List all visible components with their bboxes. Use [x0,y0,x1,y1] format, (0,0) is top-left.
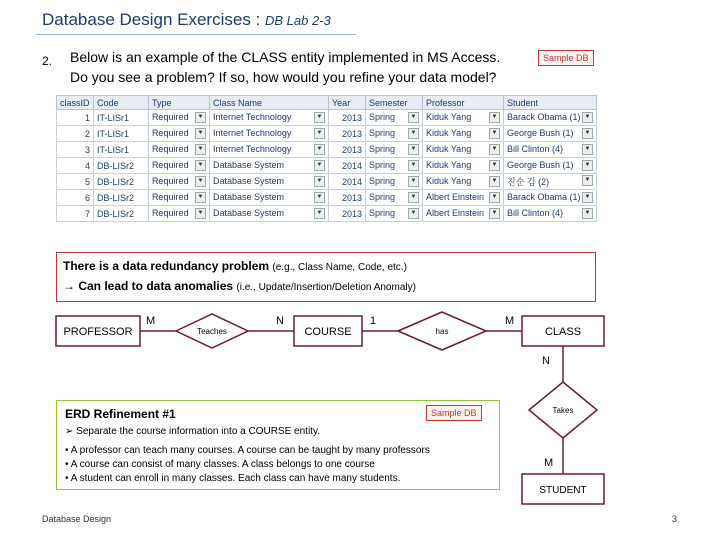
col-semester[interactable]: Semester [366,96,423,110]
col-professor[interactable]: Professor [423,96,504,110]
dropdown-arrow-icon[interactable]: ▼ [582,192,593,203]
dropdown-arrow-icon[interactable]: ▼ [489,112,500,123]
cell-value: 2013 [341,144,362,155]
list-item: • A course can consist of many classes. A class belongs to one course [65,459,375,470]
cell-value: 2 [84,128,90,139]
sample-db-badge-bottom[interactable]: Sample DB [426,405,482,421]
cell-value: 2013 [341,128,362,139]
entity-course-label: COURSE [304,326,352,338]
cell-value: George Bush (1) [507,160,574,170]
cell-value: Database System [213,160,285,170]
dropdown-arrow-icon[interactable]: ▼ [314,128,325,139]
cell-value: IT-LISr1 [97,112,130,123]
dropdown-arrow-icon[interactable]: ▼ [314,160,325,171]
redundancy-example: (e.g., Class Name, Code, etc.) [272,262,407,273]
cardinality-course-has: 1 [370,315,377,327]
anomaly-statement: → Can lead to data anomalies [63,279,234,293]
dropdown-arrow-icon[interactable]: ▼ [195,144,206,155]
list-item: • A student can enroll in many classes. Each class can have many students. [65,473,401,484]
dropdown-arrow-icon[interactable]: ▼ [489,160,500,171]
dropdown-arrow-icon[interactable]: ▼ [408,192,419,203]
cardinality-teaches-course: N [276,315,284,327]
cell-value: Spring [369,128,396,138]
cell-value: Spring [369,176,396,186]
col-student[interactable]: Student [504,96,597,110]
cell-value: DB-LISr2 [97,176,135,187]
dropdown-arrow-icon[interactable]: ▼ [408,208,419,219]
dropdown-arrow-icon[interactable]: ▼ [582,144,593,155]
col-class-name[interactable]: Class Name [210,96,329,110]
cell-value: DB-LISr2 [97,208,135,219]
title-subtitle: DB Lab 2-3 [265,13,331,28]
dropdown-arrow-icon[interactable]: ▼ [408,160,419,171]
col-year[interactable]: Year [329,96,366,110]
dropdown-arrow-icon[interactable]: ▼ [195,208,206,219]
question-line-2: Do you see a problem? If so, how would you refine your data model? [70,69,497,85]
relationship-teaches-label: Teaches [197,327,227,336]
dropdown-arrow-icon[interactable]: ▼ [195,192,206,203]
dropdown-arrow-icon[interactable]: ▼ [489,128,500,139]
dropdown-arrow-icon[interactable]: ▼ [489,192,500,203]
dropdown-arrow-icon[interactable]: ▼ [582,160,593,171]
list-item: • A professor can teach many courses. A course can be taught by many professors [65,445,430,456]
cell-value: Bill Clinton (4) [507,208,564,218]
cell-value: Required [152,144,189,154]
cardinality-class-takes: N [542,355,550,367]
dropdown-arrow-icon[interactable]: ▼ [408,176,419,187]
entity-student-label: STUDENT [539,485,587,496]
entity-professor-label: PROFESSOR [63,326,133,338]
cell-value: 7 [84,208,90,219]
cell-value: Barack Obama (1) [507,112,581,122]
cell-value: Database System [213,192,285,202]
cell-value: Required [152,208,189,218]
refinement-bullet-2: A course can consist of many classes. A class belongs to one course [70,459,375,470]
cell-value: Kiduk Yang [426,176,472,186]
cardinality-professor-teaches: M [146,315,156,327]
cell-value: Spring [369,160,396,170]
cell-value: 2013 [341,208,362,219]
cell-value: Spring [369,144,396,154]
cell-value: Albert Einstein [426,192,485,202]
dropdown-arrow-icon[interactable]: ▼ [489,208,500,219]
anomaly-types: (i.e., Update/Insertion/Deletion Anomaly) [236,282,416,293]
cell-value: George Bush (1) [507,128,574,138]
refinement-point-text: Separate the course information into a COURSE entity. [76,426,320,437]
title-text: Database Design Exercises : [42,10,261,29]
dropdown-arrow-icon[interactable]: ▼ [408,144,419,155]
col-type[interactable]: Type [149,96,210,110]
cell-value: 5 [84,176,90,187]
cell-value: 1 [84,112,90,123]
cell-value: Albert Einstein [426,208,485,218]
cell-value: 6 [84,192,90,203]
refinement-bullets [65,444,491,486]
relationship-takes-label: Takes [552,406,574,415]
cell-value: Internet Technology [213,144,292,154]
col-code[interactable]: Code [94,96,149,110]
redundancy-statement: There is a data redundancy problem [63,259,270,273]
dropdown-arrow-icon[interactable]: ▼ [195,128,206,139]
cell-value: 2014 [341,176,362,187]
dropdown-arrow-icon[interactable]: ▼ [314,144,325,155]
cell-value: Barack Obama (1) [507,192,581,202]
dropdown-arrow-icon[interactable]: ▼ [582,128,593,139]
refinement-bullet-3: A student can enroll in many classes. Each class can have many students. [70,473,401,484]
refinement-bullet-1: A professor can teach many courses. A course can be taught by many professors [70,445,430,456]
cell-value: 3 [84,144,90,155]
cell-value: Required [152,160,189,170]
cell-value: Kiduk Yang [426,160,472,170]
cell-value: 2013 [341,112,362,123]
cardinality-has-class: M [505,315,515,327]
dropdown-arrow-icon[interactable]: ▼ [195,176,206,187]
cell-value: Kiduk Yang [426,144,472,154]
cell-value: 진순 김 (2) [507,177,550,187]
relationship-has-label: has [435,327,449,336]
cell-value: Spring [369,192,396,202]
cell-value: Spring [369,208,396,218]
dropdown-arrow-icon[interactable]: ▼ [314,208,325,219]
cell-value: 2014 [341,160,362,171]
sample-db-badge-top[interactable]: Sample DB [538,50,594,66]
cell-value: Spring [369,112,396,122]
dropdown-arrow-icon[interactable]: ▼ [195,160,206,171]
cardinality-takes-student: M [544,457,554,469]
dropdown-arrow-icon[interactable]: ▼ [582,208,593,219]
cell-value: Required [152,112,189,122]
dropdown-arrow-icon[interactable]: ▼ [314,112,325,123]
question-line-1: Below is an example of the CLASS entity implemented in MS Access. [70,49,501,65]
cell-value: Internet Technology [213,112,292,122]
question-number: 2. [42,54,53,68]
arrow-bullet-icon: ➢ [65,426,74,437]
cell-value: Required [152,128,189,138]
dropdown-arrow-icon[interactable]: ▼ [408,128,419,139]
entity-class-label: CLASS [544,326,582,338]
dropdown-arrow-icon[interactable]: ▼ [408,112,419,123]
dropdown-arrow-icon[interactable]: ▼ [314,176,325,187]
dropdown-arrow-icon[interactable]: ▼ [195,112,206,123]
cell-value: IT-LISr1 [97,128,130,139]
dropdown-arrow-icon[interactable]: ▼ [582,112,593,123]
cell-value: Kiduk Yang [426,112,472,122]
cell-value: 4 [84,160,90,171]
cell-value: Database System [213,176,285,186]
cell-value: Bill Clinton (4) [507,144,564,154]
cell-value: DB-LISr2 [97,160,135,171]
cell-value: DB-LISr2 [97,192,135,203]
cell-value: Required [152,176,189,186]
cell-value: Required [152,192,189,202]
footer-text: Database Design [42,514,112,524]
dropdown-arrow-icon[interactable]: ▼ [314,192,325,203]
dropdown-arrow-icon[interactable]: ▼ [582,175,593,186]
dropdown-arrow-icon[interactable]: ▼ [489,176,500,187]
refinement-title: ERD Refinement #1 [65,407,176,421]
col-classid[interactable]: classID [57,96,94,110]
cell-value: Kiduk Yang [426,128,472,138]
cell-value: 2013 [341,192,362,203]
refinement-point [65,425,491,439]
dropdown-arrow-icon[interactable]: ▼ [489,144,500,155]
page-number: 3 [672,514,678,524]
cell-value: IT-LISr1 [97,144,130,155]
cell-value: Database System [213,208,285,218]
cell-value: Internet Technology [213,128,292,138]
